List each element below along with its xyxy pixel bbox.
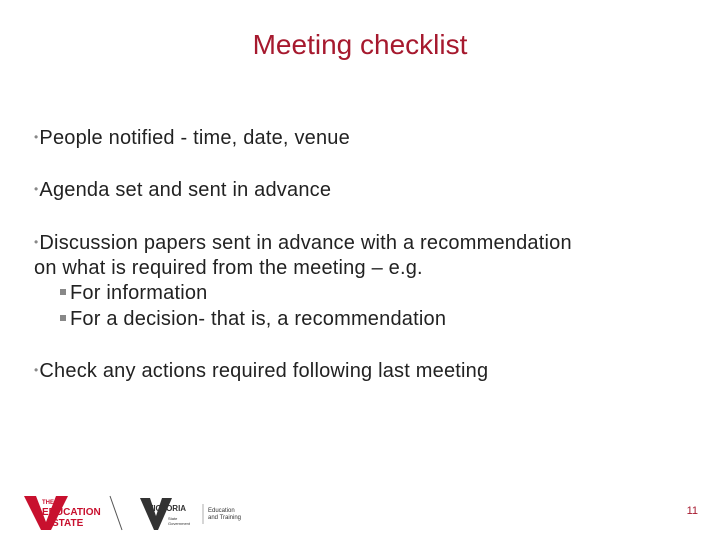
square-bullet-icon (60, 289, 66, 295)
logo-text-victoria: VICTORIA (148, 504, 187, 513)
bullet-dot-icon: • (34, 130, 39, 144)
education-training-logo (208, 508, 241, 521)
list-item (34, 177, 331, 203)
bullet-text: Agenda set and sent in advance (39, 179, 332, 201)
logo-text-the: THE (42, 500, 54, 506)
bullet-dot-icon: • (34, 182, 39, 196)
sub-bullet-text: For information (70, 282, 208, 304)
list-item (34, 230, 572, 256)
logo-text-education-dept: Education (208, 508, 235, 514)
bullet-text: Discussion papers sent in advance with a recommendation (39, 232, 572, 254)
bullet-continuation: on what is required from the meeting – e.g. (34, 257, 423, 279)
bullet-dot-icon: • (34, 235, 39, 249)
logo-text-state-sub: State (168, 516, 178, 521)
bullet-text: Check any actions required following last meeting (39, 360, 489, 382)
logo-text-education: EDUCATION (42, 507, 101, 518)
list-item (34, 125, 350, 151)
sub-bullet-text: For a decision- that is, a recommendation (70, 308, 447, 330)
bullet-dot-icon: • (34, 363, 39, 377)
bullet-text: People notified - time, date, venue (39, 127, 350, 149)
logo-text-training: and Training (208, 515, 242, 521)
logo-text-state: STATE (52, 518, 84, 529)
logo-text-government: Government (168, 521, 191, 526)
page-number: 11 (686, 505, 698, 517)
slide-title: Meeting checklist (252, 29, 468, 60)
sub-list-item (60, 307, 446, 332)
list-item (34, 358, 488, 384)
square-bullet-icon (60, 315, 66, 321)
footer-logos (20, 492, 260, 532)
sub-list-item (60, 281, 208, 306)
education-state-logo (24, 496, 122, 530)
victoria-government-logo (140, 498, 203, 530)
